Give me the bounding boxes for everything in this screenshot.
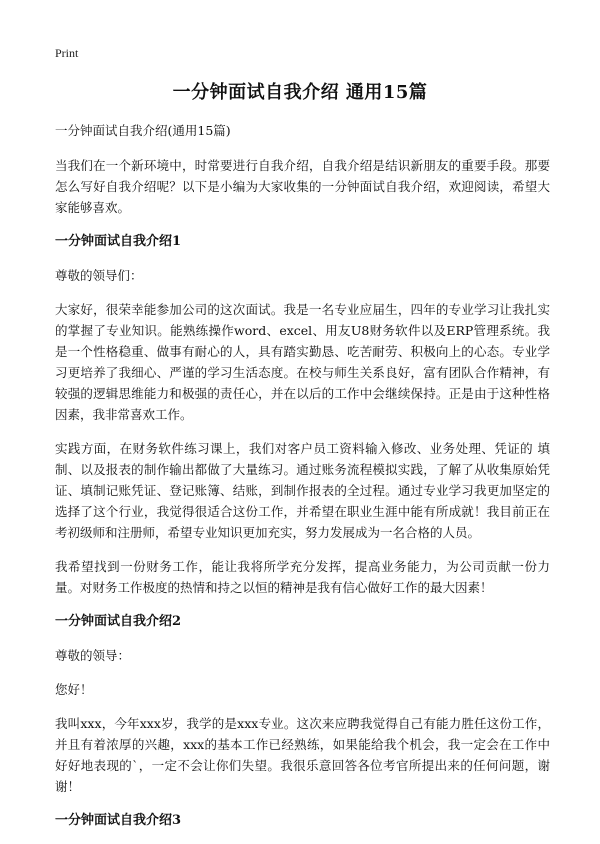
section-greeting: 尊敬的领导： [55,648,131,663]
print-link[interactable]: Print [55,46,79,60]
section-heading: 一分钟面试自我介绍1 [55,234,182,249]
section-paragraph: 大家好，很荣幸能参加公司的这次面试。我是一名专业应届生，四年的专业学习让我扎实的掌握了专业知识。能熟练操作word、excel、用友U8财务软件以及ERP管理系统。我是一个性格稳重、做事有耐心的人，具有踏实勤恳、吃苦耐劳、积极向上的心态。专业学习更培养了我细心、严谨的学习生活态度。在校与师生关系良好，富有团队合作精神，有较强的逻辑思维能力和极强的责任心，并在以后的工作中会继续保持。正是由于这种性格因素，我非常喜欢工作。 [55,302,550,422]
document-body [55,120,550,844]
intro-paragraph: 当我们在一个新环境中，时常要进行自我介绍，自我介绍是结识新朋友的重要手段。那要怎么写好自我介绍呢？以下是小编为大家收集的一分钟面试自我介绍，欢迎阅读，希望大家能够喜欢。 [55,158,550,215]
page-title: 一分钟面试自我介绍 通用15篇 [172,82,428,103]
section-paragraph: 我希望找到一份财务工作，能让我将所学充分发挥，提高业务能力，为公司贡献一份力量。对财务工作极度的热情和持之以恒的精神是我有信心做好工作的最大因素！ [55,559,550,595]
section-heading: 一分钟面试自我介绍3 [55,813,182,828]
section-paragraph: 实践方面，在财务软件练习课上，我们对客户员工资料输入修改、业务处理、凭证的 填制、以及报表的制作输出都做了大量练习。通过账务流程模拟实践，了解了从收集原始凭证、填制记账凭证、登记账簿、结账，到制作报表的全过程。通过专业学习我更加坚定的选择了这个行业，我觉得很适合这份工作，并希望在职业生涯中能有所成就！我目前正在考初级师和注册师，希望专业知识更加充实，努力发展成为一名合格的人员。 [55,441,550,540]
document-subtitle: 一分钟面试自我介绍(通用15篇) [55,123,231,138]
section-paragraph: 我叫xxx，今年xxx岁，我学的是xxx专业。这次来应聘我觉得自己有能力胜任这份工作，并且有着浓厚的兴趣，xxx的基本工作已经熟练，如果能给我个机会，我一定会在工作中好好地表现的`，一定不会让你们失望。我很乐意回答各位考官所提出来的任何问题，谢谢！ [55,716,550,794]
section-greeting-hello: 您好！ [55,682,93,697]
section-heading: 一分钟面试自我介绍2 [55,614,182,629]
section-greeting: 尊敬的领导们： [55,268,143,283]
